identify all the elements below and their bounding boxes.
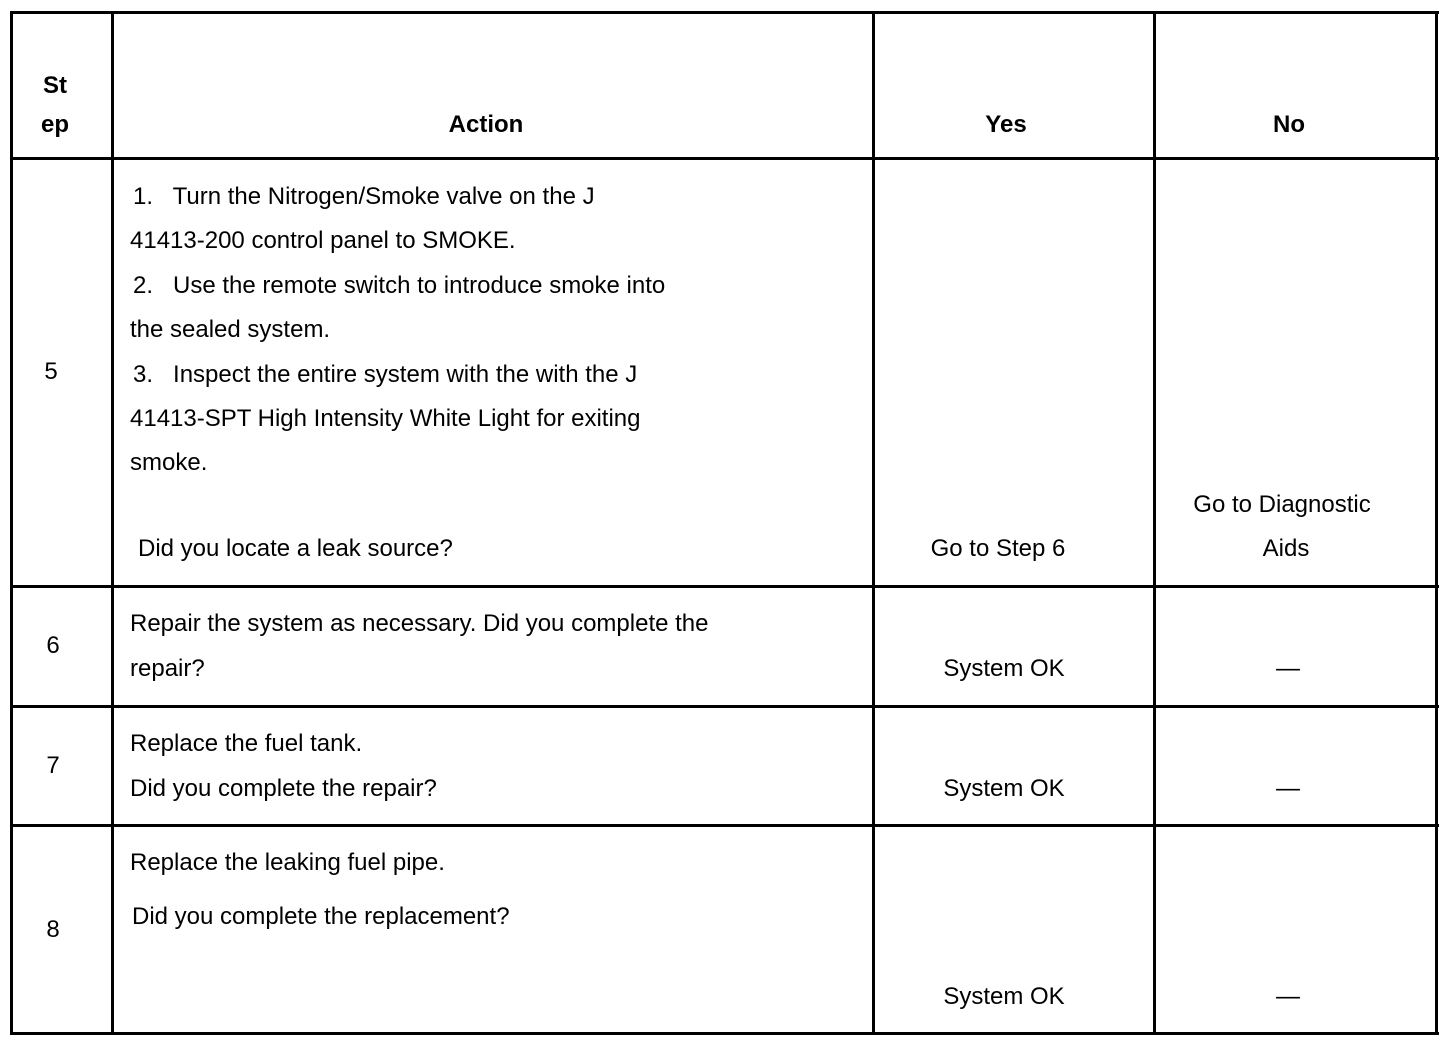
no-result: Go to Diagnostic — [1193, 491, 1371, 518]
no-result: — — [1276, 655, 1300, 682]
table-border — [10, 11, 1439, 14]
table-border — [10, 157, 1439, 160]
header-step: St — [43, 72, 67, 99]
header-action: Action — [448, 111, 524, 138]
table-border — [10, 705, 1439, 708]
action-text: 41413-SPT High Intensity White Light for exiting — [130, 405, 641, 432]
table-border — [10, 11, 13, 1035]
action-text: the sealed system. — [130, 316, 331, 343]
yes-result: System OK — [943, 983, 1065, 1010]
table-border — [111, 11, 114, 1035]
yes-result: System OK — [943, 655, 1065, 682]
yes-result: Go to Step 6 — [930, 535, 1066, 562]
no-result: Aids — [1262, 535, 1310, 562]
header-no: No — [1273, 111, 1305, 138]
action-text: 41413-200 control panel to SMOKE. — [130, 227, 516, 254]
action-text: Did you complete the replacement? — [132, 903, 510, 930]
header-yes: Yes — [985, 111, 1027, 138]
table-border — [10, 824, 1439, 827]
no-result: — — [1276, 983, 1300, 1010]
no-result: — — [1276, 775, 1300, 802]
table-border — [10, 585, 1439, 588]
action-text: smoke. — [130, 449, 208, 476]
yes-result: System OK — [943, 775, 1065, 802]
table-border — [1153, 11, 1156, 1035]
action-text: 1. Turn the Nitrogen/Smoke valve on the J — [133, 183, 595, 210]
action-text: 2. Use the remote switch to introduce smoke into — [133, 272, 666, 299]
step-number: 5 — [44, 358, 58, 385]
action-text: Did you complete the repair? — [130, 775, 437, 802]
action-question: Did you locate a leak source? — [138, 535, 453, 562]
table-border — [872, 11, 875, 1035]
step-number: 7 — [46, 752, 60, 779]
table-border — [1435, 11, 1438, 1035]
action-text: Repair the system as necessary. Did you complete the — [130, 610, 709, 637]
table-border — [10, 1032, 1439, 1035]
action-text: Replace the leaking fuel pipe. — [130, 849, 445, 876]
step-number: 8 — [46, 916, 60, 943]
action-text: Replace the fuel tank. — [130, 730, 363, 757]
header-step: ep — [40, 111, 70, 138]
step-number: 6 — [46, 632, 60, 659]
action-text: repair? — [130, 655, 205, 682]
action-text: 3. Inspect the entire system with the with the J — [133, 361, 638, 388]
